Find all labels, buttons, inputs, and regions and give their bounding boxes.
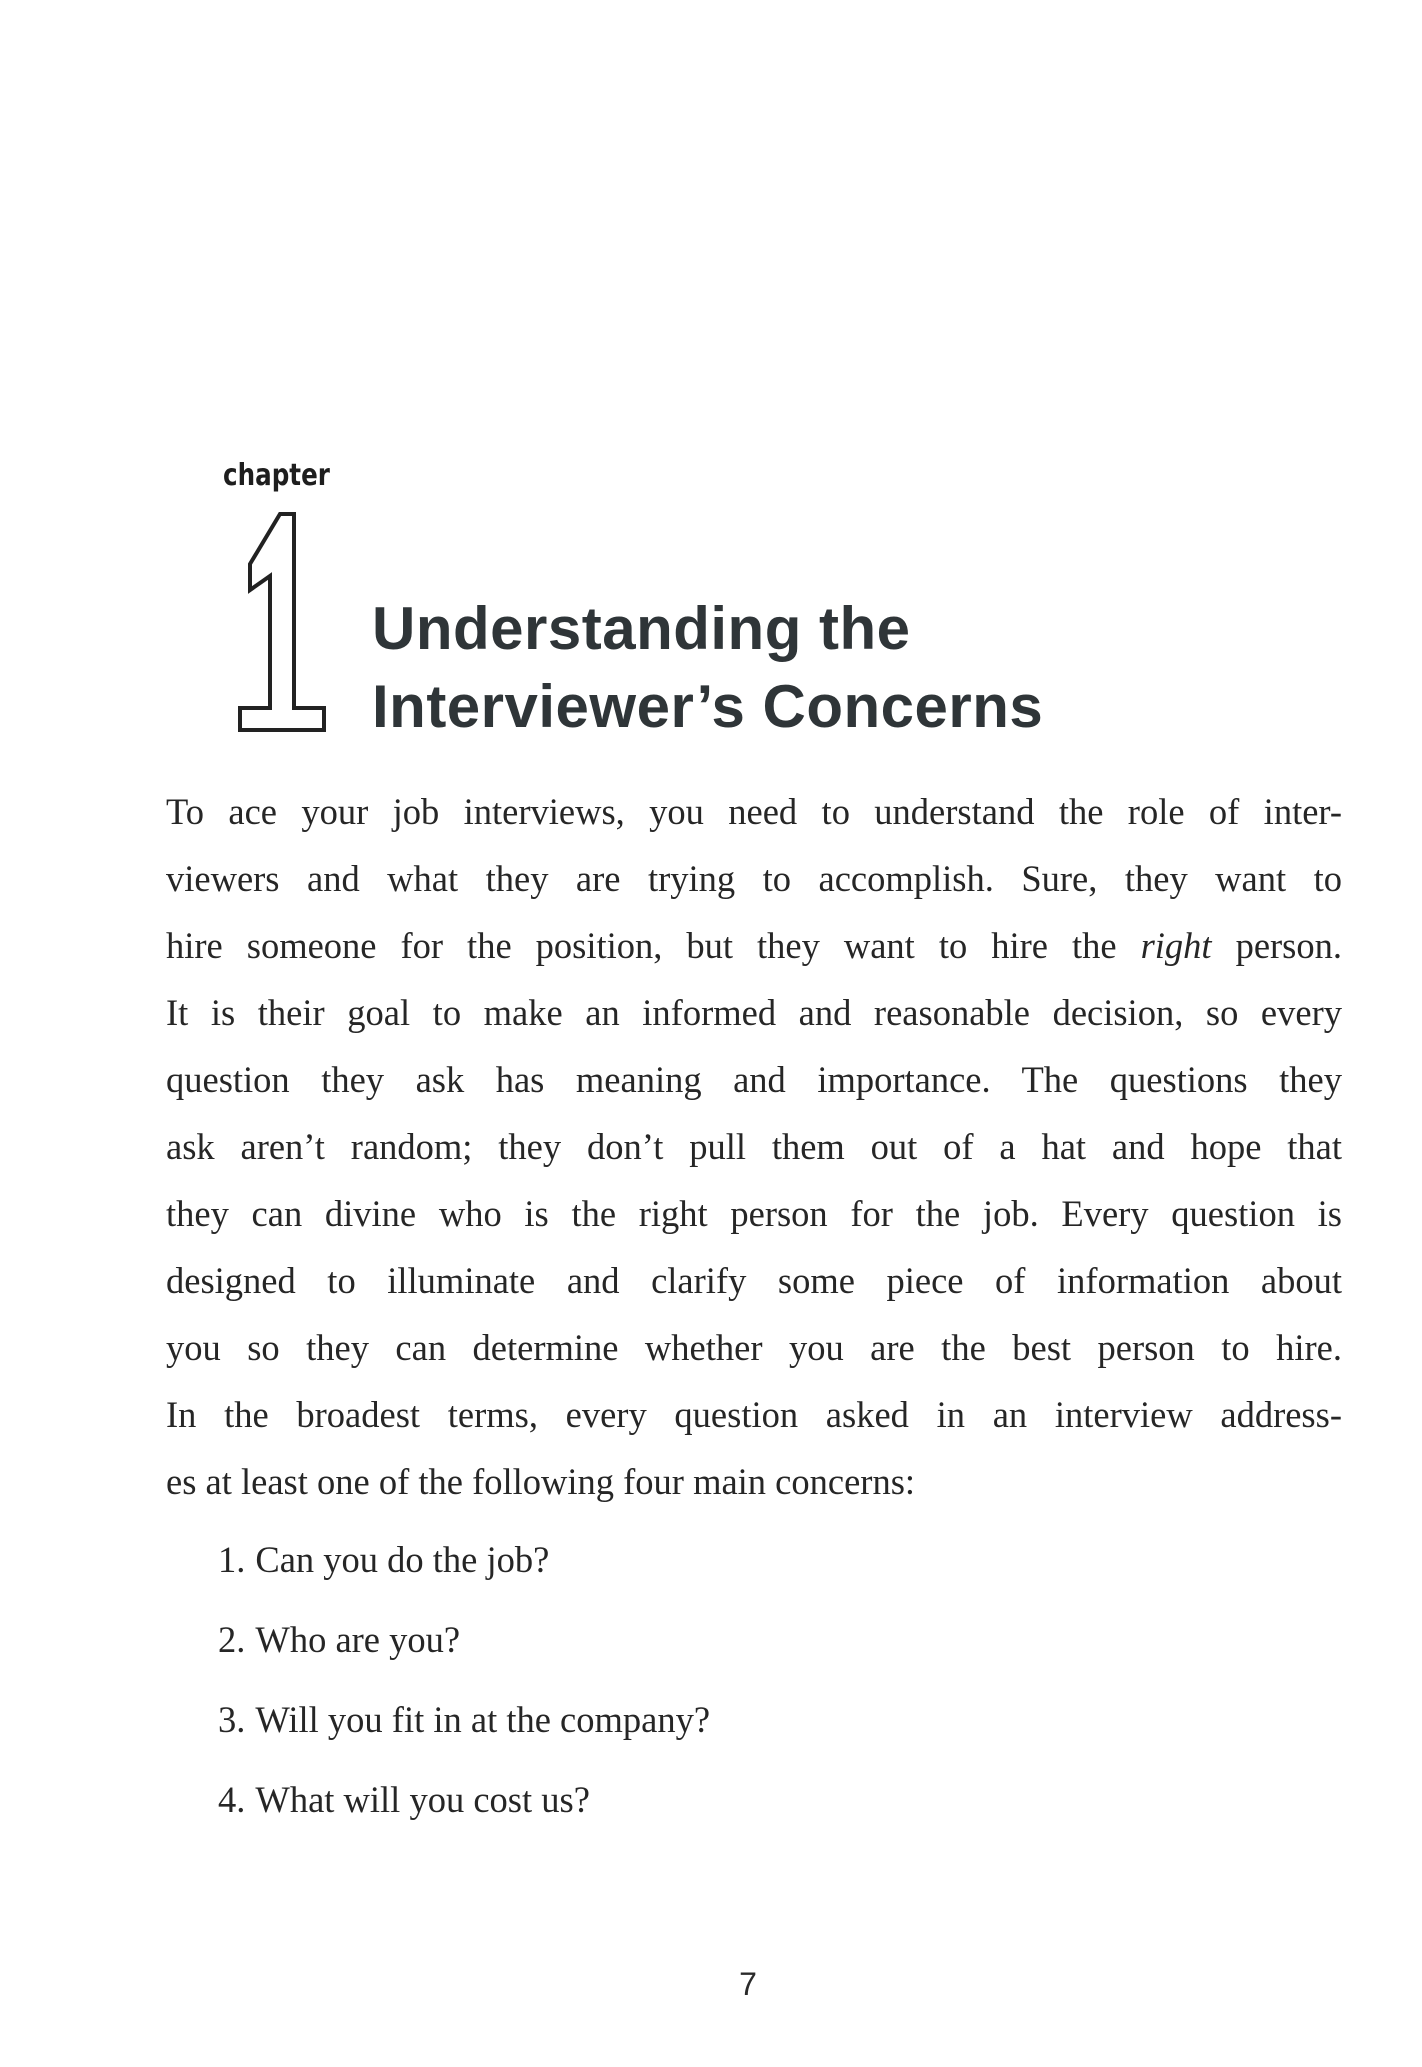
chapter-title-line-2: Interviewer’s Concerns — [372, 673, 1044, 740]
chapter-label: chapter — [223, 458, 330, 493]
paragraph-line: In the broadest terms, every question asked in an interview address- — [166, 1394, 1342, 1435]
list-item-number: 1. — [218, 1539, 246, 1580]
page-number: 7 — [739, 1966, 757, 2002]
paragraph-line: question they ask has meaning and importance. The questions they — [166, 1059, 1342, 1100]
list-item-text: Who are you? — [255, 1619, 461, 1660]
chapter-number-outline-glyph — [232, 506, 332, 736]
list-item-number: 3. — [218, 1699, 246, 1740]
paragraph-line: es at least one of the following four main concerns: — [166, 1461, 916, 1502]
list-item-number: 4. — [218, 1779, 246, 1820]
chapter-title — [372, 590, 1043, 746]
body-paragraph — [166, 778, 1342, 1515]
list-item — [218, 1608, 710, 1688]
list-item-text: What will you cost us? — [255, 1779, 590, 1820]
paragraph-line: designed to illuminate and clarify some piece of information about — [166, 1260, 1342, 1301]
list-item — [218, 1528, 710, 1608]
paragraph-line: you so they can determine whether you are the best person to hire. — [166, 1327, 1342, 1368]
list-item-text: Will you fit in at the company? — [255, 1699, 711, 1740]
paragraph-line-text: hire someone for the position, but they want to hire the — [166, 925, 1117, 966]
paragraph-line: they can divine who is the right person for the job. Every question is — [166, 1193, 1342, 1234]
chapter-number — [232, 506, 332, 736]
list-item-number: 2. — [218, 1619, 246, 1660]
concerns-list — [218, 1528, 710, 1848]
paragraph-line-text: person. — [1235, 925, 1342, 966]
paragraph-line: To ace your job interviews, you need to understand the role of inter- — [166, 791, 1342, 832]
chapter-title-line-1: Understanding the — [372, 595, 911, 662]
paragraph-line: viewers and what they are trying to accomplish. Sure, they want to — [166, 858, 1342, 899]
emphasis-word: right — [1140, 925, 1212, 966]
list-item — [218, 1688, 710, 1768]
list-item-text: Can you do the job? — [255, 1539, 550, 1580]
paragraph-line: It is their goal to make an informed and reasonable decision, so every — [166, 992, 1342, 1033]
paragraph-line: ask aren’t random; they don’t pull them out of a hat and hope that — [166, 1126, 1342, 1167]
list-item — [218, 1768, 710, 1848]
paragraph-line — [166, 912, 1342, 979]
